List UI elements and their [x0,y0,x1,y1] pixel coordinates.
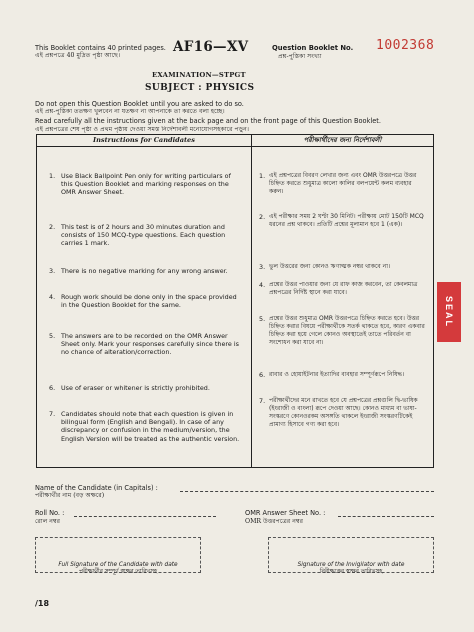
en-instruction-item: Use of eraser or whitener is strictly prohibited. [61,384,210,392]
bn-instruction-item: প্রশ্নের উত্তর শুধুমাত্র OMR উত্তরপত্রে চিহ্নিত করতে হবে। উত্তর চিহ্নিত করার বিষয়ে পরীক্ষার্থীকে সতর্ক থাকতে হবে, কারণ একবার চিহ্নিত করা হয়ে গেলে কোনও অবস্থাতেই তাতে পরিবর্তন বা সংশোধন করা যাবে না। [269,315,425,346]
omr-no-label-bn: OMR উত্তরপত্রের নম্বর [245,518,304,525]
en-item-number: 5. [49,332,56,340]
bn-item-number: 6. [259,371,266,379]
preface-line1: Do not open this Question Booklet until you are asked to do so. [35,100,244,108]
serial-number: 1002368 [376,38,435,53]
subject-title: SUBJECT : PHYSICS [145,83,255,93]
en-instruction-item: Rough work should be done only in the space provided in the Question Booklet for the same. [61,293,237,310]
exam-title: EXAMINATION—STPGT [152,71,246,79]
en-item-number: 2. [49,223,56,231]
booklet-code: AF16—XV [173,39,249,55]
instructions-heading-en: Instructions for Candidates [37,135,251,147]
bn-item-number: 4. [259,281,266,289]
instructions-heading-bn: পরীক্ষার্থীদের জন্য নির্দেশাবলী [252,135,433,147]
preface-line2-bn: এই প্রশ্নপত্রের শেষ পৃষ্ঠা ও প্রথম পৃষ্ঠায় দেওয়া সমস্ত নির্দেশাবলী মনোযোগসহকারে পড়ুন। [35,126,249,133]
bn-instruction-item: ভুল উত্তরের জন্য কোনও ঋণাত্মক নম্বর থাকবে না। [269,263,391,270]
en-item-number: 6. [49,384,56,392]
roll-no-field[interactable] [74,516,216,518]
invigilator-signature-caption: Signature of the Invigilator with date [297,562,405,568]
candidate-signature-caption-bn: পরীক্ষার্থীর সম্পূর্ণ স্বাক্ষর তারিখসহ [79,569,157,575]
question-booklet-no-label: Question Booklet No. [272,44,354,52]
en-instruction-item: Use Black Ballpoint Pen only for writing particulars of this Question Booklet and marking responses on the OMR Answer Sheet. [61,172,231,197]
bn-item-number: 2. [259,213,266,221]
instructions-box [36,134,434,468]
en-instruction-item: This test is of 2 hours and 30 minutes duration and consists of 150 MCQ-type questions. Each question carries 1 mark. [61,223,226,248]
en-item-number: 1. [49,172,56,180]
bn-instruction-item: প্রশ্নের উত্তর পাওয়ার জন্য যে রাফ কাজ করবেন, তা কেবলমাত্র প্রশ্নপত্রের নির্দিষ্ট স্থানে করা যাবে। [269,281,418,296]
seal-label: SEAL [444,295,454,328]
en-instruction-item: There is no negative marking for any wrong answer. [61,267,228,275]
bn-item-number: 5. [259,315,266,323]
booklet-pages-note: This Booklet contains 40 printed pages. [35,44,166,52]
booklet-pages-note-bn: এই প্রশ্নপত্রে 40 মুদ্রিত পৃষ্ঠা আছে। [35,52,121,59]
candidate-name-field[interactable] [180,491,434,493]
candidate-signature-caption: Full Signature of the Candidate with date [58,562,178,568]
en-instruction-item: Candidates should note that each question is given in bilingual form (English and Bengali). In case of any discrepancy or confusion in the medium/version, the English Version will be treated as the authentic version. [61,410,240,443]
en-item-number: 3. [49,267,56,275]
preface-line2: Read carefully all the instructions given at the back page and on the front page of this Question Booklet. [35,117,381,125]
roll-no-label-bn: রোল নম্বর [35,518,61,525]
omr-no-field[interactable] [338,516,434,518]
preface-line1-bn: এই প্রশ্ন-পুস্তিকা ততক্ষণ খুলবেন না যতক্ষণ না আপনাকে তা করতে বলা হচ্ছে। [35,108,225,115]
bn-instruction-item: এই প্রশ্নপত্রের বিবরণ লেখার জন্য এবং OMR উত্তরপত্রে উত্তর চিহ্নিত করতে শুধুমাত্র কালো কালির বলপয়েন্ট কলম ব্যবহার করুন। [269,172,417,195]
invigilator-signature-caption-bn: নিরীক্ষকের স্বাক্ষর তারিখসহ [319,569,383,575]
seal-tab [437,282,461,342]
question-booklet-no-label-bn: প্রশ্ন-পুস্তিকা সংখ্যা [278,53,322,60]
bn-instruction-item: পরীক্ষার্থীদের মনে রাখতে হবে যে প্রশ্নপত্রের প্রশ্নগুলি দ্বি-ভাষিক (ইংরাজী ও বাংলা) রূপে দেওয়া আছে। কোনও মাধ্যম বা ভাষা-সংস্করণে কোনওরকম অসঙ্গতি থাকলে ইংরাজী সংস্করণটিকেই প্রামাণ্য হিসাবে গণ্য করা হবে। [269,397,418,428]
candidate-name-label-bn: পরীক্ষার্থীর নাম (বড় অক্ষরে) [35,492,105,499]
bn-item-number: 1. [259,172,266,180]
omr-no-label: OMR Answer Sheet No. : [245,509,326,517]
page-mark: /18 [35,599,50,608]
bn-instruction-item: রাবার ও হোয়াইটনার ইত্যাদির ব্যবহার সম্পূর্ণরূপে নিষিদ্ধ। [269,371,405,378]
candidate-name-label: Name of the Candidate (in Capitals) : [35,484,158,492]
bn-instruction-item: এই পরীক্ষার সময় 2 ঘণ্টা 30 মিনিট। পরীক্ষায় মোট 150টি MCQ ধরনের প্রশ্ন থাকবে। প্রতিটি প্রশ্নের মূল্যমান হবে 1 (এক)। [269,213,424,228]
en-item-number: 4. [49,293,56,301]
bn-item-number: 3. [259,263,266,271]
en-item-number: 7. [49,410,56,418]
bn-item-number: 7. [259,397,266,405]
en-instruction-item: The answers are to be recorded on the OMR Answer Sheet only. Mark your responses carefully since there is no chance of alteration/correction. [61,332,239,357]
roll-no-label: Roll No. : [35,509,65,517]
column-divider [251,135,252,467]
